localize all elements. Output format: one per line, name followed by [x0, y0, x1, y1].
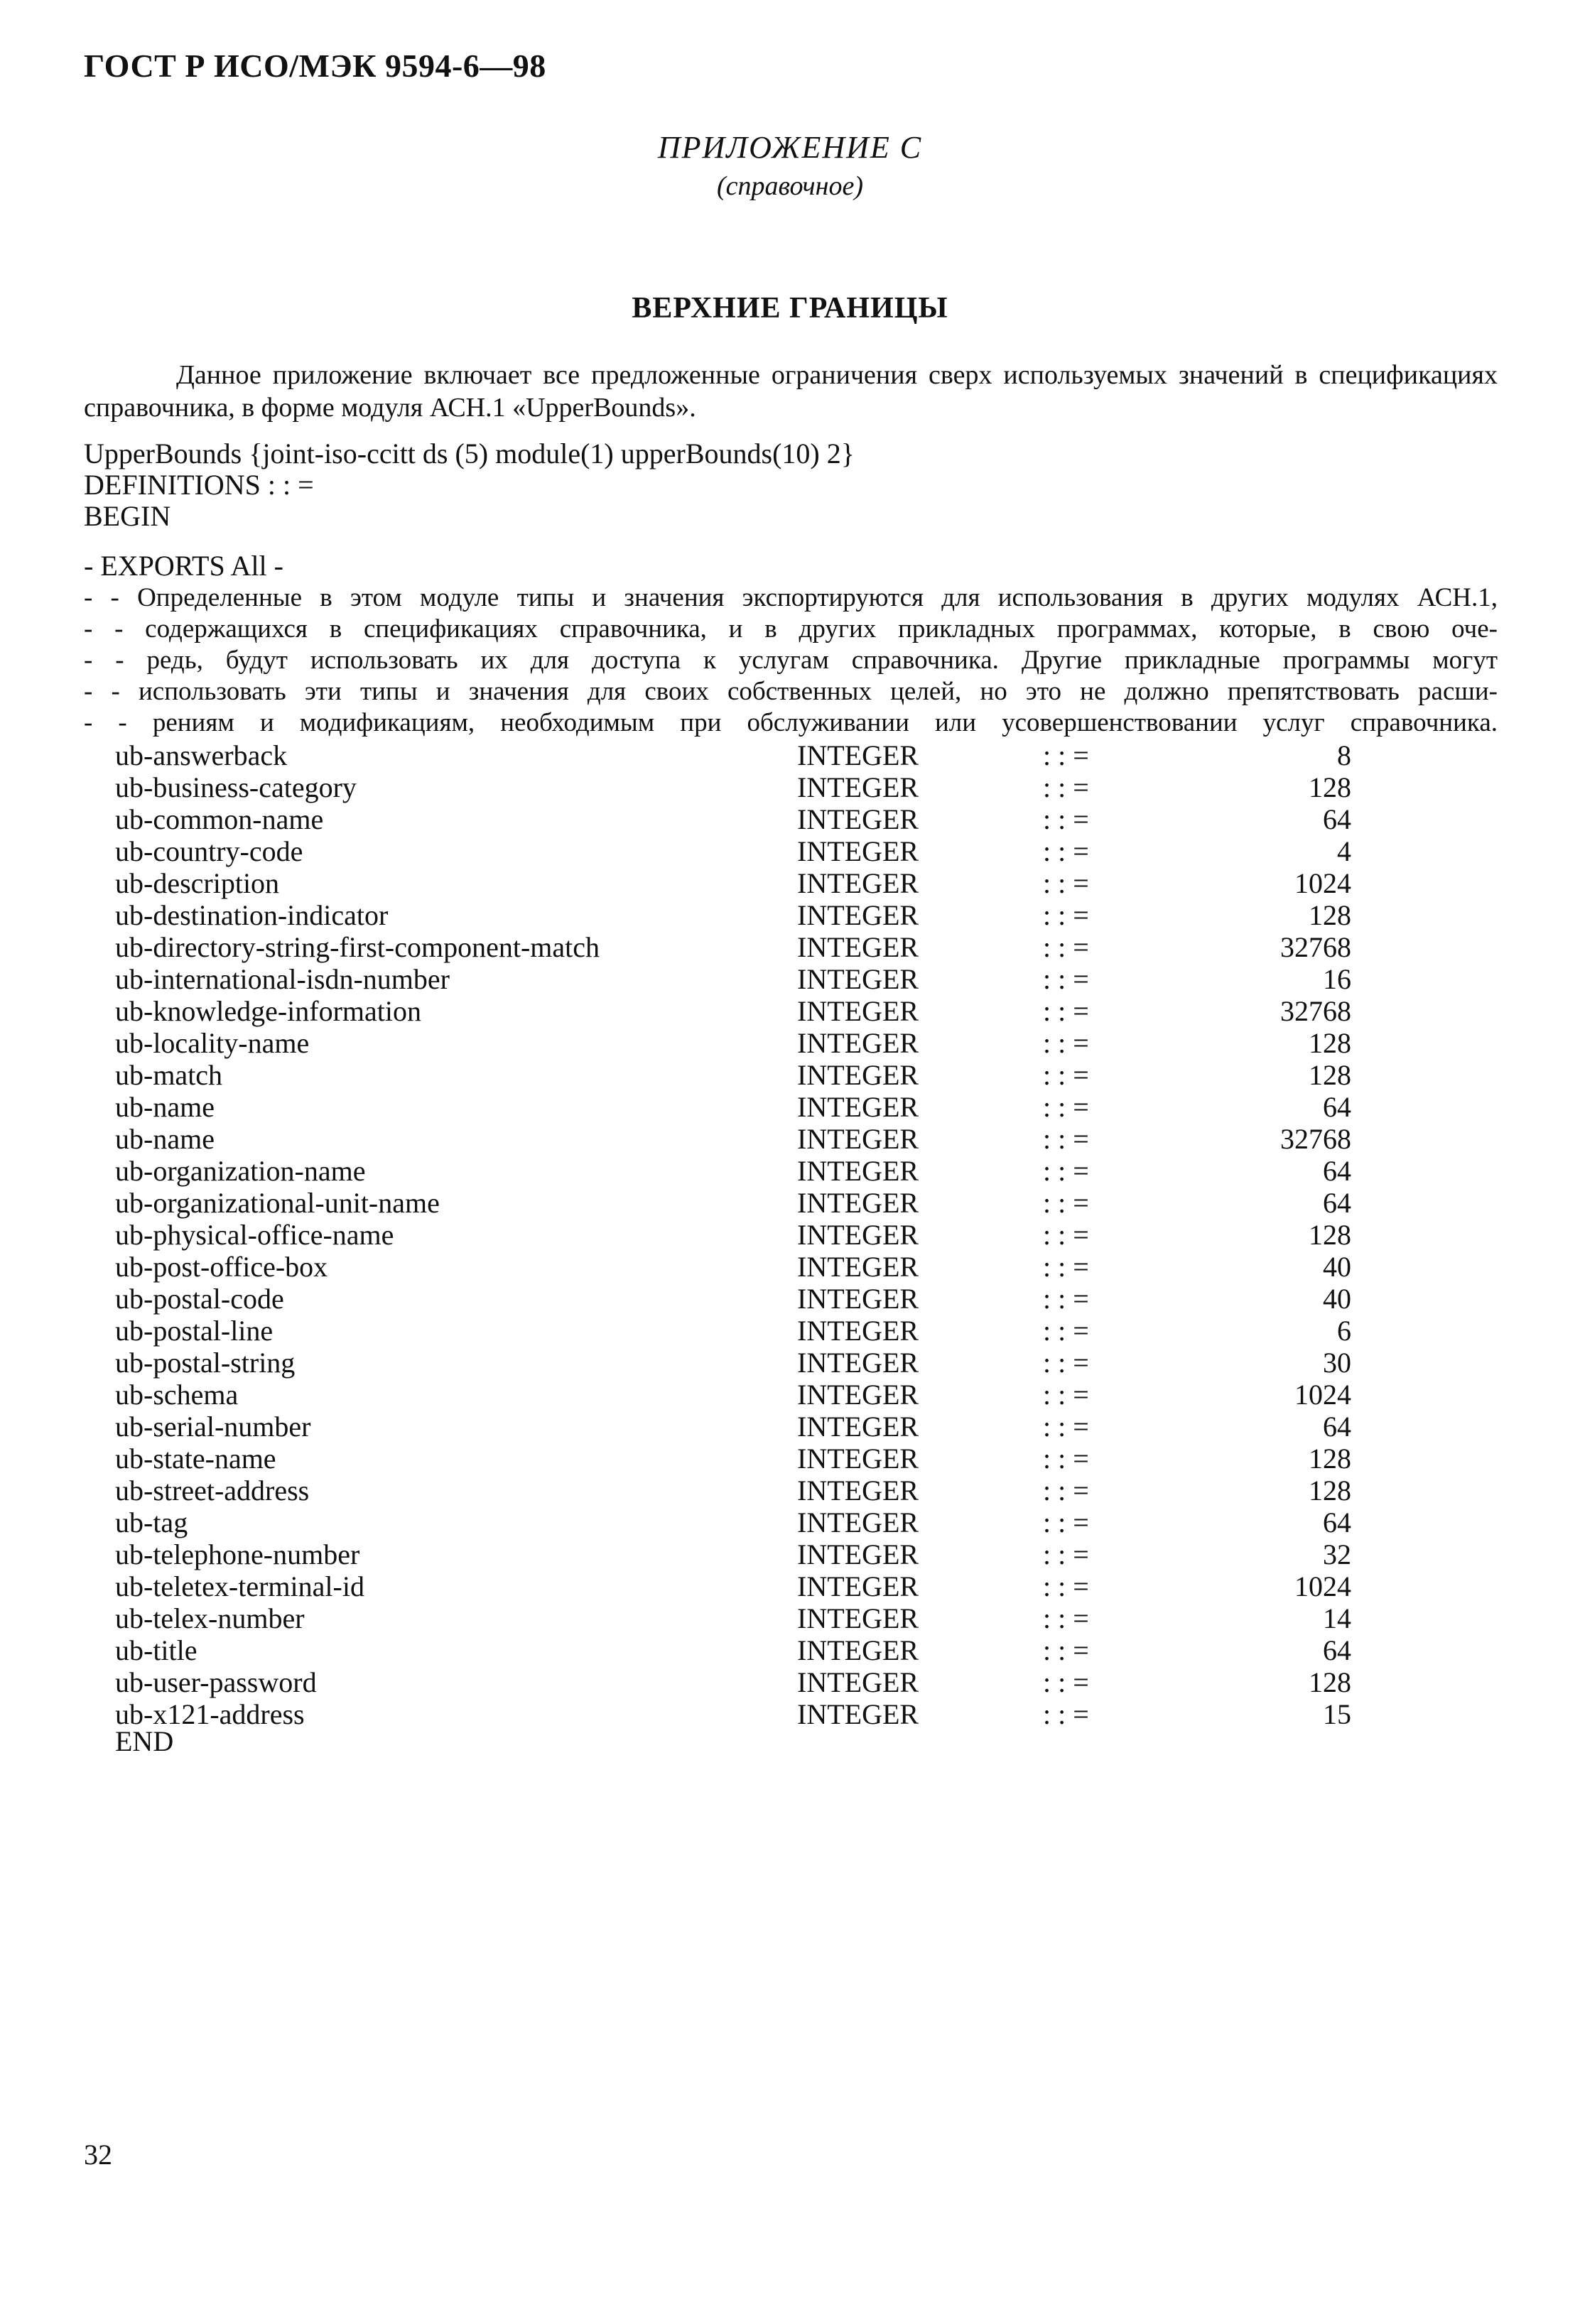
definition-name: ub-postal-string [115, 1347, 296, 1379]
definition-value: 128 [1309, 771, 1351, 803]
definition-value: 1024 [1294, 1379, 1351, 1411]
definition-row [115, 1410, 1351, 1443]
definition-operator: : : = [1043, 1027, 1089, 1059]
definition-operator: : : = [1043, 1443, 1089, 1475]
definition-name: ub-country-code [115, 835, 303, 867]
definition-name: ub-user-password [115, 1666, 317, 1698]
definition-operator: : : = [1043, 1187, 1089, 1219]
definition-type: INTEGER [797, 1506, 919, 1538]
definition-value: 1024 [1294, 1570, 1351, 1602]
definition-operator: : : = [1043, 1570, 1089, 1602]
definition-value: 64 [1323, 1506, 1351, 1538]
definition-row [115, 1570, 1351, 1602]
definition-name: ub-physical-office-name [115, 1219, 394, 1251]
definition-operator: : : = [1043, 1475, 1089, 1506]
definition-value: 64 [1323, 1155, 1351, 1187]
appendix-type: (справочное) [716, 171, 864, 201]
definition-name: ub-tag [115, 1506, 188, 1538]
module-comments [84, 582, 1498, 739]
definition-name: ub-state-name [115, 1443, 276, 1475]
definition-row [115, 1282, 1351, 1315]
definition-row [115, 1602, 1351, 1634]
definition-name: ub-title [115, 1634, 198, 1666]
definition-type: INTEGER [797, 899, 919, 931]
definition-type: INTEGER [797, 867, 919, 899]
definition-type: INTEGER [797, 1634, 919, 1666]
definition-name: ub-name [115, 1091, 215, 1123]
definition-value: 128 [1309, 1059, 1351, 1091]
module-header: UpperBounds {joint-iso-ccitt ds (5) module(1) upperBounds(10) 2} [84, 438, 855, 469]
definition-type: INTEGER [797, 1155, 919, 1187]
definition-value: 128 [1309, 1027, 1351, 1059]
definitions-list [115, 739, 1351, 1730]
definition-operator: : : = [1043, 1506, 1089, 1538]
definition-type: INTEGER [797, 963, 919, 995]
definition-type: INTEGER [797, 835, 919, 867]
definition-value: 64 [1323, 1187, 1351, 1219]
definition-operator: : : = [1043, 1379, 1089, 1411]
definition-value: 128 [1309, 1475, 1351, 1506]
definition-row [115, 1506, 1351, 1538]
definition-operator: : : = [1043, 1411, 1089, 1443]
definition-row [115, 1442, 1351, 1475]
definition-type: INTEGER [797, 1283, 919, 1315]
definition-type: INTEGER [797, 1059, 919, 1091]
definition-name: ub-description [115, 867, 280, 899]
definition-operator: : : = [1043, 1315, 1089, 1347]
definition-operator: : : = [1043, 931, 1089, 963]
definition-row [115, 1666, 1351, 1698]
definition-row [115, 994, 1351, 1027]
definition-row [115, 1026, 1351, 1059]
comment-line: - - Определенные в этом модуле типы и значения экспортируются для использования в других модулях АСН.1, [84, 583, 1498, 612]
definition-operator: : : = [1043, 963, 1089, 995]
definition-name: ub-postal-line [115, 1315, 274, 1347]
definition-value: 40 [1323, 1283, 1351, 1315]
appendix-label: ПРИЛОЖЕНИЕ С [657, 130, 923, 165]
definition-row [115, 835, 1351, 867]
definition-operator: : : = [1043, 1347, 1089, 1379]
section-title: ВЕРХНИЕ ГРАНИЦЫ [632, 292, 948, 325]
definition-name: ub-knowledge-information [115, 995, 421, 1027]
definition-name: ub-directory-string-first-component-match [115, 931, 600, 963]
definition-row [115, 1698, 1351, 1730]
definition-name: ub-teletex-terminal-id [115, 1570, 364, 1602]
definition-row [115, 1634, 1351, 1666]
standard-header: ГОСТ Р ИСО/МЭК 9594-6—98 [84, 48, 546, 84]
definition-operator: : : = [1043, 1155, 1089, 1187]
comment-line: - - редь, будут использовать их для доступа к услугам справочника. Другие прикладные программы могут [84, 646, 1498, 675]
definition-name: ub-serial-number [115, 1411, 311, 1443]
definition-value: 64 [1323, 803, 1351, 835]
definition-value: 128 [1309, 1666, 1351, 1698]
definition-name: ub-destination-indicator [115, 899, 389, 931]
definition-value: 128 [1309, 1219, 1351, 1251]
definition-name: ub-x121-address [115, 1698, 305, 1730]
definition-name: ub-schema [115, 1379, 239, 1411]
definition-type: INTEGER [797, 1027, 919, 1059]
definition-operator: : : = [1043, 1634, 1089, 1666]
definition-type: INTEGER [797, 1379, 919, 1411]
definition-value: 64 [1323, 1091, 1351, 1123]
definition-type: INTEGER [797, 1666, 919, 1698]
definition-type: INTEGER [797, 803, 919, 835]
definition-value: 4 [1337, 835, 1351, 867]
comment-line: - - содержащихся в спецификациях справочника, и в других прикладных программах, которые, в свою оче- [84, 614, 1498, 644]
definition-value: 16 [1323, 963, 1351, 995]
definition-value: 128 [1309, 1443, 1351, 1475]
module-definitions: DEFINITIONS : : = [84, 469, 314, 501]
definition-operator: : : = [1043, 739, 1089, 771]
module-exports: - EXPORTS All - [84, 550, 283, 582]
definition-operator: : : = [1043, 835, 1089, 867]
definition-name: ub-organization-name [115, 1155, 366, 1187]
definition-operator: : : = [1043, 1283, 1089, 1315]
definition-type: INTEGER [797, 1411, 919, 1443]
definition-operator: : : = [1043, 803, 1089, 835]
module-end: END [115, 1725, 174, 1757]
definition-row [115, 898, 1351, 931]
definition-row [115, 739, 1351, 771]
definition-type: INTEGER [797, 1091, 919, 1123]
definition-type: INTEGER [797, 1698, 919, 1730]
definition-operator: : : = [1043, 1123, 1089, 1155]
definition-operator: : : = [1043, 995, 1089, 1027]
definition-value: 14 [1323, 1602, 1351, 1634]
definition-operator: : : = [1043, 899, 1089, 931]
definition-row [115, 1346, 1351, 1379]
definition-type: INTEGER [797, 1251, 919, 1283]
definition-row [115, 1122, 1351, 1155]
definition-row [115, 1186, 1351, 1219]
definition-value: 6 [1337, 1315, 1351, 1347]
definition-name: ub-street-address [115, 1475, 310, 1506]
definition-name: ub-locality-name [115, 1027, 310, 1059]
definition-row [115, 962, 1351, 995]
definition-value: 128 [1309, 899, 1351, 931]
definition-name: ub-common-name [115, 803, 324, 835]
definition-type: INTEGER [797, 1602, 919, 1634]
definition-type: INTEGER [797, 995, 919, 1027]
definition-row [115, 1538, 1351, 1570]
definition-row [115, 1378, 1351, 1411]
definition-operator: : : = [1043, 1251, 1089, 1283]
definition-type: INTEGER [797, 1443, 919, 1475]
definition-value: 32 [1323, 1538, 1351, 1570]
definition-name: ub-organizational-unit-name [115, 1187, 440, 1219]
definition-row [115, 1474, 1351, 1506]
definition-operator: : : = [1043, 1219, 1089, 1251]
definition-type: INTEGER [797, 1219, 919, 1251]
definition-name: ub-match [115, 1059, 223, 1091]
definition-type: INTEGER [797, 1315, 919, 1347]
definition-value: 15 [1323, 1698, 1351, 1730]
definition-value: 40 [1323, 1251, 1351, 1283]
definition-value: 32768 [1280, 1123, 1351, 1155]
definition-type: INTEGER [797, 1347, 919, 1379]
definition-type: INTEGER [797, 931, 919, 963]
definition-name: ub-name [115, 1123, 215, 1155]
definition-name: ub-answerback [115, 739, 288, 771]
definition-row [115, 1154, 1351, 1187]
definition-operator: : : = [1043, 771, 1089, 803]
definition-type: INTEGER [797, 1570, 919, 1602]
definition-name: ub-postal-code [115, 1283, 284, 1315]
definition-value: 1024 [1294, 867, 1351, 899]
definition-name: ub-business-category [115, 771, 357, 803]
definition-row [115, 1090, 1351, 1123]
definition-name: ub-international-isdn-number [115, 963, 450, 995]
definition-operator: : : = [1043, 1698, 1089, 1730]
definition-type: INTEGER [797, 1123, 919, 1155]
definition-name: ub-post-office-box [115, 1251, 328, 1283]
intro-paragraph: Данное приложение включает все предложенные ограничения сверх используемых значений в спецификациях справочника, в форме модуля АСН.1 «UpperBounds». [84, 360, 1498, 423]
definition-row [115, 867, 1351, 899]
definition-operator: : : = [1043, 1602, 1089, 1634]
definition-type: INTEGER [797, 1538, 919, 1570]
definition-value: 8 [1337, 739, 1351, 771]
definition-type: INTEGER [797, 1187, 919, 1219]
definition-operator: : : = [1043, 867, 1089, 899]
definition-row [115, 771, 1351, 803]
definition-row [115, 1314, 1351, 1347]
definition-value: 32768 [1280, 931, 1351, 963]
definition-operator: : : = [1043, 1666, 1089, 1698]
definition-name: ub-telex-number [115, 1602, 305, 1634]
definition-operator: : : = [1043, 1091, 1089, 1123]
definition-row [115, 1250, 1351, 1283]
page-number: 32 [84, 2139, 112, 2171]
definition-value: 64 [1323, 1634, 1351, 1666]
module-begin: BEGIN [84, 500, 171, 532]
definition-row [115, 930, 1351, 963]
definition-name: ub-telephone-number [115, 1538, 360, 1570]
definition-type: INTEGER [797, 771, 919, 803]
definition-value: 32768 [1280, 995, 1351, 1027]
definition-type: INTEGER [797, 1475, 919, 1506]
comment-line: - - использовать эти типы и значения для своих собственных целей, но это не должно препятствовать расши- [84, 677, 1498, 706]
module-header-block [84, 438, 855, 532]
definition-value: 64 [1323, 1411, 1351, 1443]
definition-operator: : : = [1043, 1059, 1089, 1091]
definition-row [115, 1218, 1351, 1251]
definition-row [115, 1058, 1351, 1091]
definition-value: 30 [1323, 1347, 1351, 1379]
definition-operator: : : = [1043, 1538, 1089, 1570]
comment-line: - - рениям и модификациям, необходимым при обслуживании или усовершенствовании услуг справочника. [84, 708, 1498, 737]
definition-row [115, 803, 1351, 835]
definition-type: INTEGER [797, 739, 919, 771]
